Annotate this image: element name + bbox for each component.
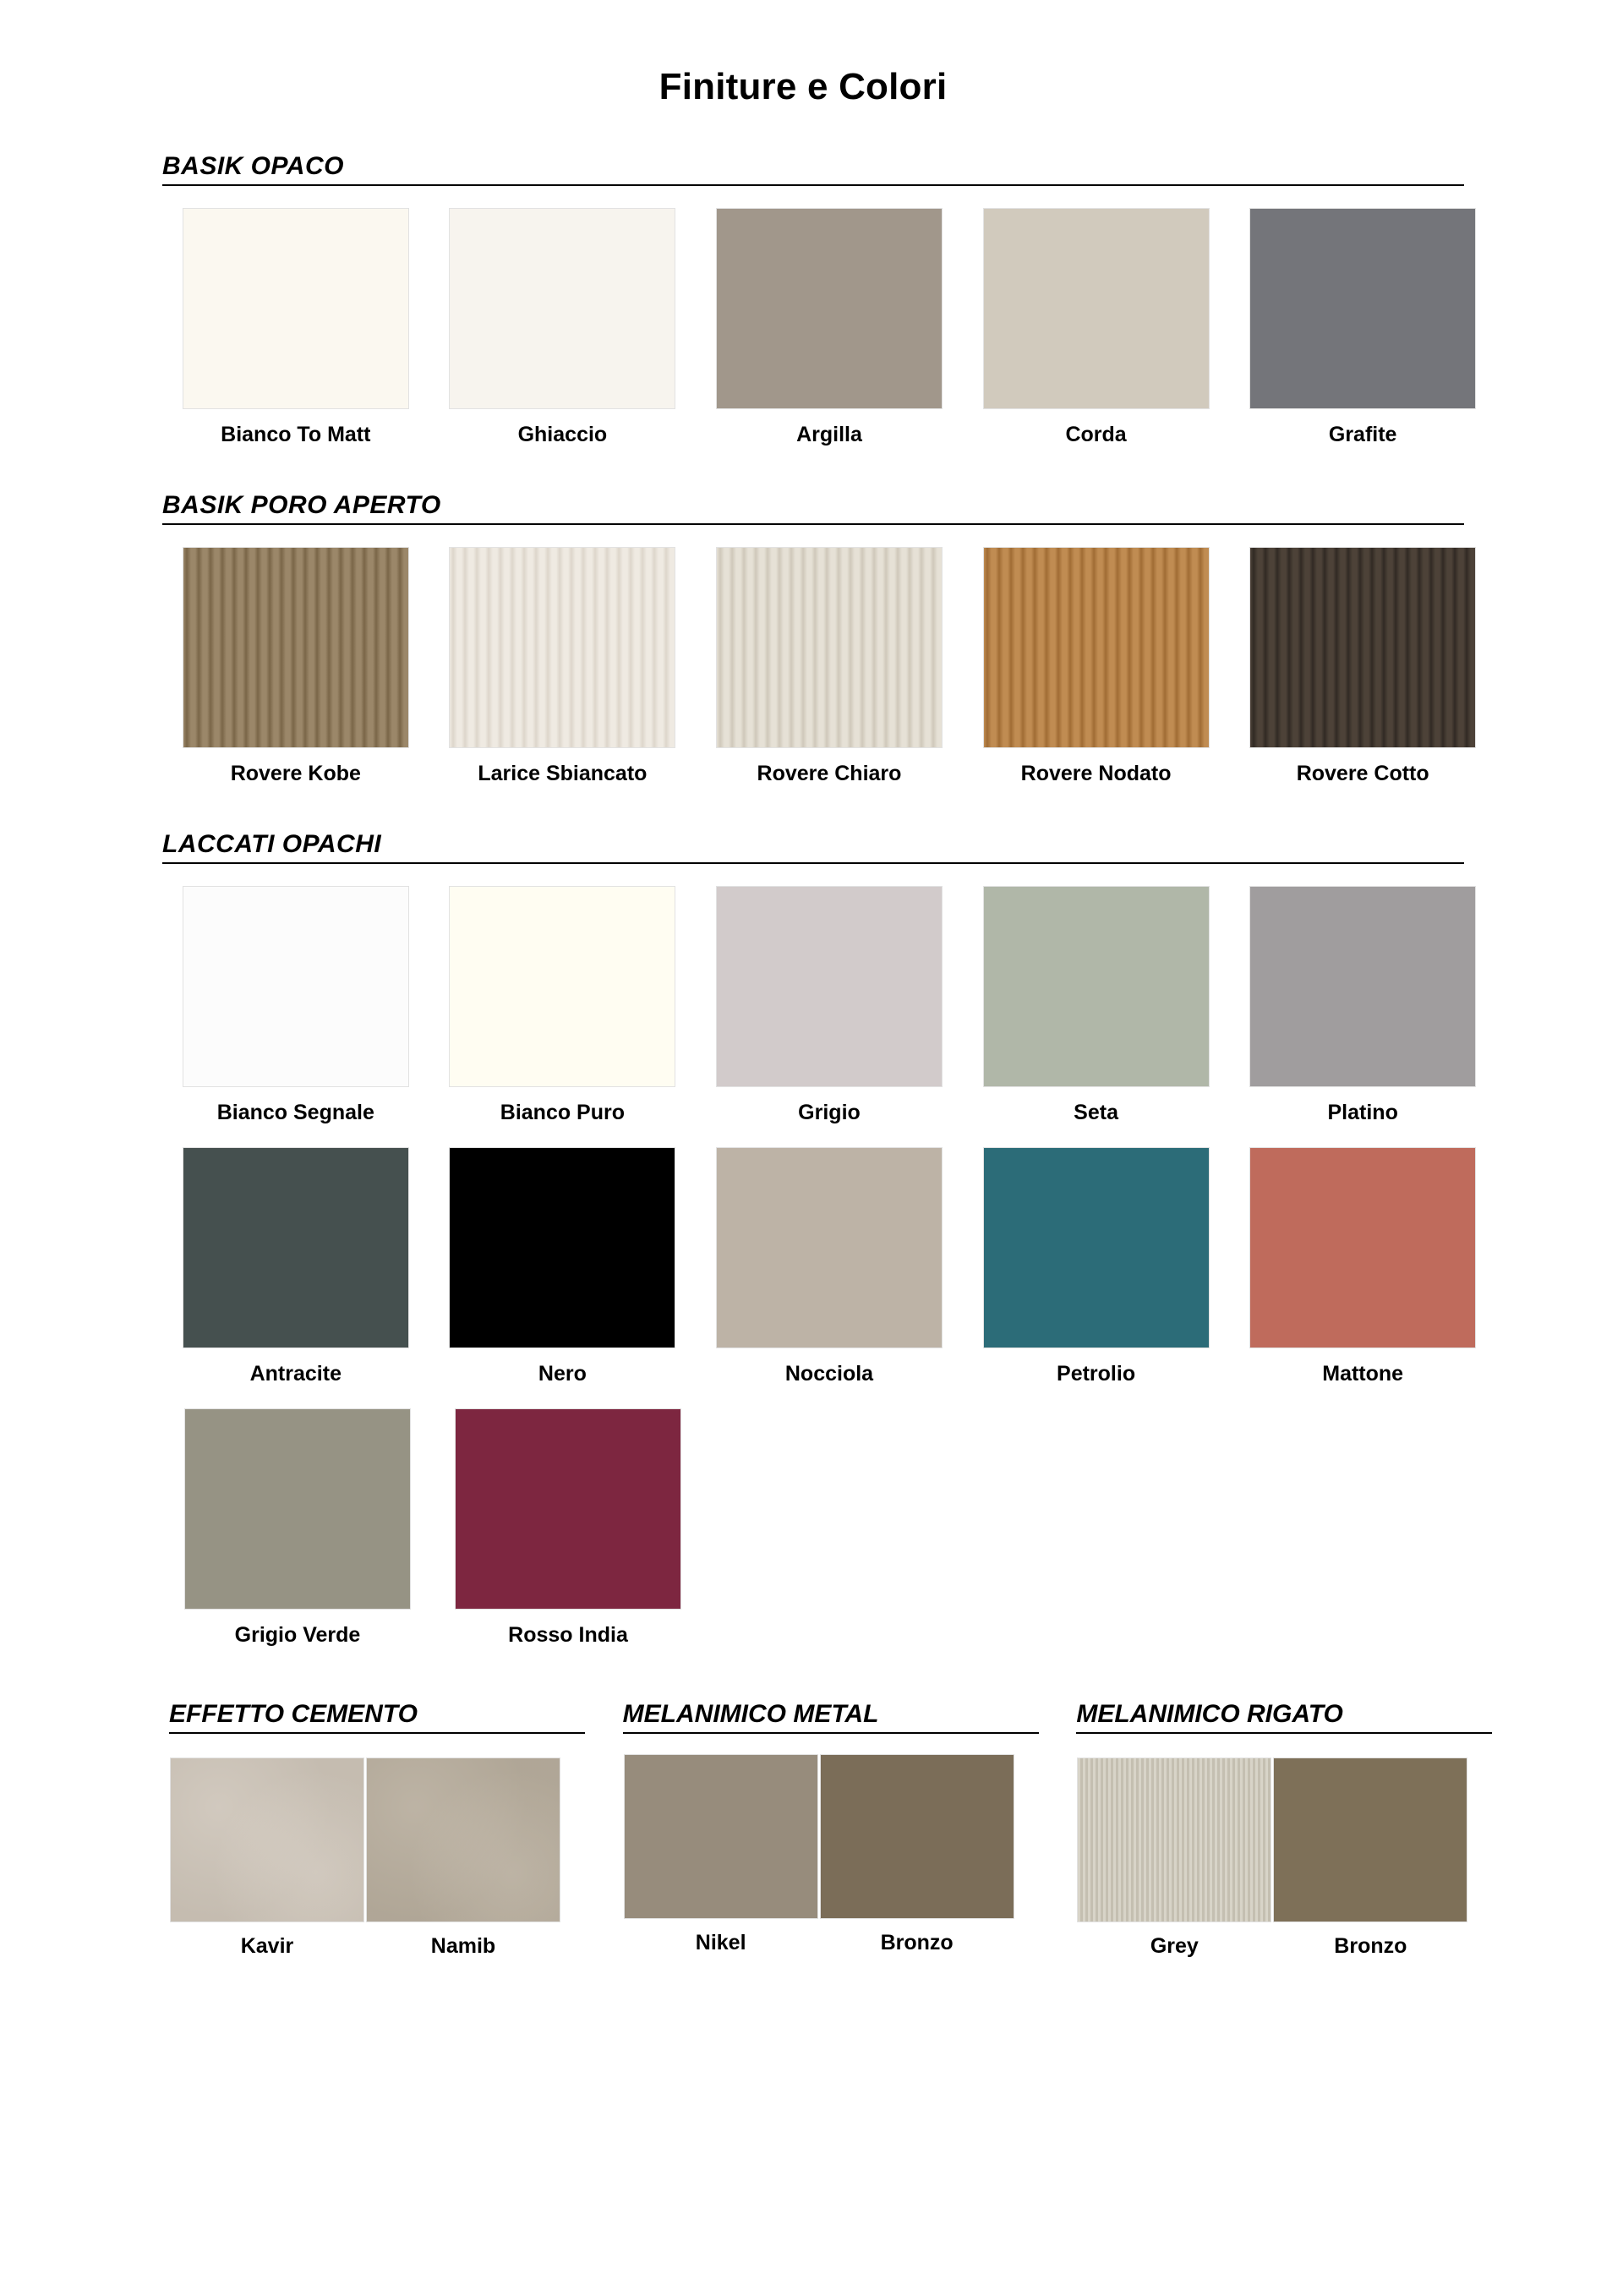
color-swatch[interactable] xyxy=(716,547,943,748)
swatch-row xyxy=(1042,1758,1496,1959)
section-header-basik-opaco xyxy=(127,152,1496,186)
color-swatch[interactable] xyxy=(624,1754,818,1919)
section-title: BASIK PORO APERTO xyxy=(162,491,441,519)
swatch-label: Nero xyxy=(538,1362,587,1386)
color-swatch[interactable] xyxy=(183,1147,409,1348)
swatch-label: Corda xyxy=(1065,423,1127,446)
swatch-label: Rovere Cotto xyxy=(1296,762,1429,785)
swatch-item[interactable] xyxy=(162,886,429,1125)
section-divider xyxy=(623,1732,1039,1734)
swatch-label: Larice Sbiancato xyxy=(478,762,648,785)
swatch-item[interactable] xyxy=(696,886,963,1125)
swatch-item[interactable] xyxy=(963,886,1230,1125)
swatch-label: Mattone xyxy=(1322,1362,1404,1386)
swatch-row xyxy=(589,1754,1043,1955)
section-header-melanimico-rigato xyxy=(1042,1700,1496,1734)
swatch-label: Nocciola xyxy=(784,1362,874,1386)
swatch-label: Rovere Kobe xyxy=(230,762,361,785)
color-swatch[interactable] xyxy=(983,886,1210,1087)
section-melanimico-metal xyxy=(589,1700,1043,1959)
section-title: LACCATI OPACHI xyxy=(162,830,382,858)
swatch-row xyxy=(127,1408,1496,1648)
swatch-item[interactable] xyxy=(1229,1147,1496,1386)
swatch-item[interactable] xyxy=(169,1758,365,1959)
swatch-item[interactable] xyxy=(429,886,697,1125)
color-swatch[interactable] xyxy=(183,547,409,748)
section-title: MELANIMICO METAL xyxy=(622,1700,879,1728)
swatch-row xyxy=(135,1758,589,1959)
swatch-row xyxy=(127,1147,1496,1386)
bottom-sections xyxy=(127,1700,1496,1959)
swatch-item[interactable] xyxy=(696,1147,963,1386)
section-melanimico-rigato xyxy=(1042,1700,1496,1959)
color-swatch[interactable] xyxy=(1273,1758,1467,1922)
section-header-basik-poro-aperto xyxy=(127,491,1496,525)
swatch-row xyxy=(127,547,1496,786)
color-swatch[interactable] xyxy=(449,547,675,748)
swatch-item[interactable] xyxy=(623,1754,819,1955)
swatch-label: Kavir xyxy=(240,1934,294,1958)
swatch-item[interactable] xyxy=(162,208,429,447)
section-divider xyxy=(162,523,1464,525)
swatch-item[interactable] xyxy=(696,208,963,447)
swatch-label: Rosso India xyxy=(508,1623,628,1647)
section-header-melanimico-metal xyxy=(589,1700,1043,1734)
swatch-label: Antracite xyxy=(249,1362,342,1386)
color-swatch[interactable] xyxy=(366,1758,560,1922)
section-title: BASIK OPACO xyxy=(162,152,344,180)
section-header-laccati-opachi xyxy=(127,830,1496,864)
swatch-item[interactable] xyxy=(429,547,697,786)
section-divider xyxy=(162,184,1464,186)
color-swatch[interactable] xyxy=(183,886,409,1087)
swatch-item[interactable] xyxy=(1229,208,1496,447)
section-effetto-cemento xyxy=(135,1700,589,1959)
color-swatch[interactable] xyxy=(716,886,943,1087)
swatch-label: Bianco Puro xyxy=(500,1101,626,1124)
swatch-label: Petrolio xyxy=(1057,1362,1136,1386)
section-divider xyxy=(1076,1732,1492,1734)
color-swatch[interactable] xyxy=(449,886,675,1087)
swatch-item[interactable] xyxy=(365,1758,561,1959)
swatch-label: Bronzo xyxy=(1334,1934,1407,1958)
swatch-row xyxy=(127,886,1496,1125)
swatch-item[interactable] xyxy=(433,1408,703,1648)
swatch-item[interactable] xyxy=(429,208,697,447)
swatch-label: Grigio Verde xyxy=(234,1623,361,1647)
section-divider xyxy=(169,1732,585,1734)
swatch-label: Seta xyxy=(1074,1101,1118,1124)
swatch-item[interactable] xyxy=(162,1147,429,1386)
color-swatch[interactable] xyxy=(983,208,1210,409)
color-swatch[interactable] xyxy=(184,1408,411,1610)
swatch-item[interactable] xyxy=(162,1408,433,1648)
swatch-label: Rovere Nodato xyxy=(1020,762,1172,785)
swatch-item[interactable] xyxy=(963,208,1230,447)
color-swatch[interactable] xyxy=(183,208,409,409)
swatch-label: Grey xyxy=(1150,1934,1199,1958)
color-swatch[interactable] xyxy=(170,1758,364,1922)
color-swatch[interactable] xyxy=(716,208,943,409)
swatch-label: Grigio xyxy=(798,1101,861,1124)
color-swatch[interactable] xyxy=(820,1754,1014,1919)
swatch-label: Grafite xyxy=(1328,423,1397,446)
color-swatch[interactable] xyxy=(449,208,675,409)
color-swatch[interactable] xyxy=(1249,208,1476,409)
swatch-item[interactable] xyxy=(696,547,963,786)
swatch-item[interactable] xyxy=(1229,547,1496,786)
color-swatch[interactable] xyxy=(455,1408,681,1610)
color-swatch[interactable] xyxy=(1249,886,1476,1087)
swatch-label: Ghiaccio xyxy=(517,423,608,446)
section-header-effetto-cemento xyxy=(135,1700,589,1734)
swatch-item[interactable] xyxy=(162,547,429,786)
color-swatch[interactable] xyxy=(983,547,1210,748)
color-swatch[interactable] xyxy=(716,1147,943,1348)
color-swatch[interactable] xyxy=(1249,1147,1476,1348)
swatch-label: Bronzo xyxy=(880,1931,954,1954)
swatch-label: Bianco To Matt xyxy=(221,423,371,446)
color-swatch[interactable] xyxy=(1249,547,1476,748)
page-title: Finiture e Colori xyxy=(658,66,948,107)
swatch-label: Argilla xyxy=(796,423,862,446)
swatch-item[interactable] xyxy=(963,547,1230,786)
swatch-label: Nikel xyxy=(695,1931,746,1954)
swatch-label: Bianco Segnale xyxy=(216,1101,374,1124)
section-divider xyxy=(162,862,1464,864)
swatch-item[interactable] xyxy=(1229,886,1496,1125)
swatch-label: Namib xyxy=(430,1934,496,1958)
color-swatch[interactable] xyxy=(449,1147,675,1348)
section-title: MELANIMICO RIGATO xyxy=(1076,1700,1343,1728)
swatch-item[interactable] xyxy=(963,1147,1230,1386)
swatch-label: Rovere Chiaro xyxy=(757,762,902,785)
swatch-item[interactable] xyxy=(819,1754,1015,1955)
swatch-label: Platino xyxy=(1327,1101,1398,1124)
swatch-item[interactable] xyxy=(429,1147,697,1386)
section-title: EFFETTO CEMENTO xyxy=(169,1700,418,1728)
swatch-row xyxy=(127,208,1496,447)
swatch-item[interactable] xyxy=(1076,1758,1272,1959)
color-swatch[interactable] xyxy=(983,1147,1210,1348)
color-swatch[interactable] xyxy=(1077,1758,1271,1922)
swatch-item[interactable] xyxy=(1272,1758,1468,1959)
